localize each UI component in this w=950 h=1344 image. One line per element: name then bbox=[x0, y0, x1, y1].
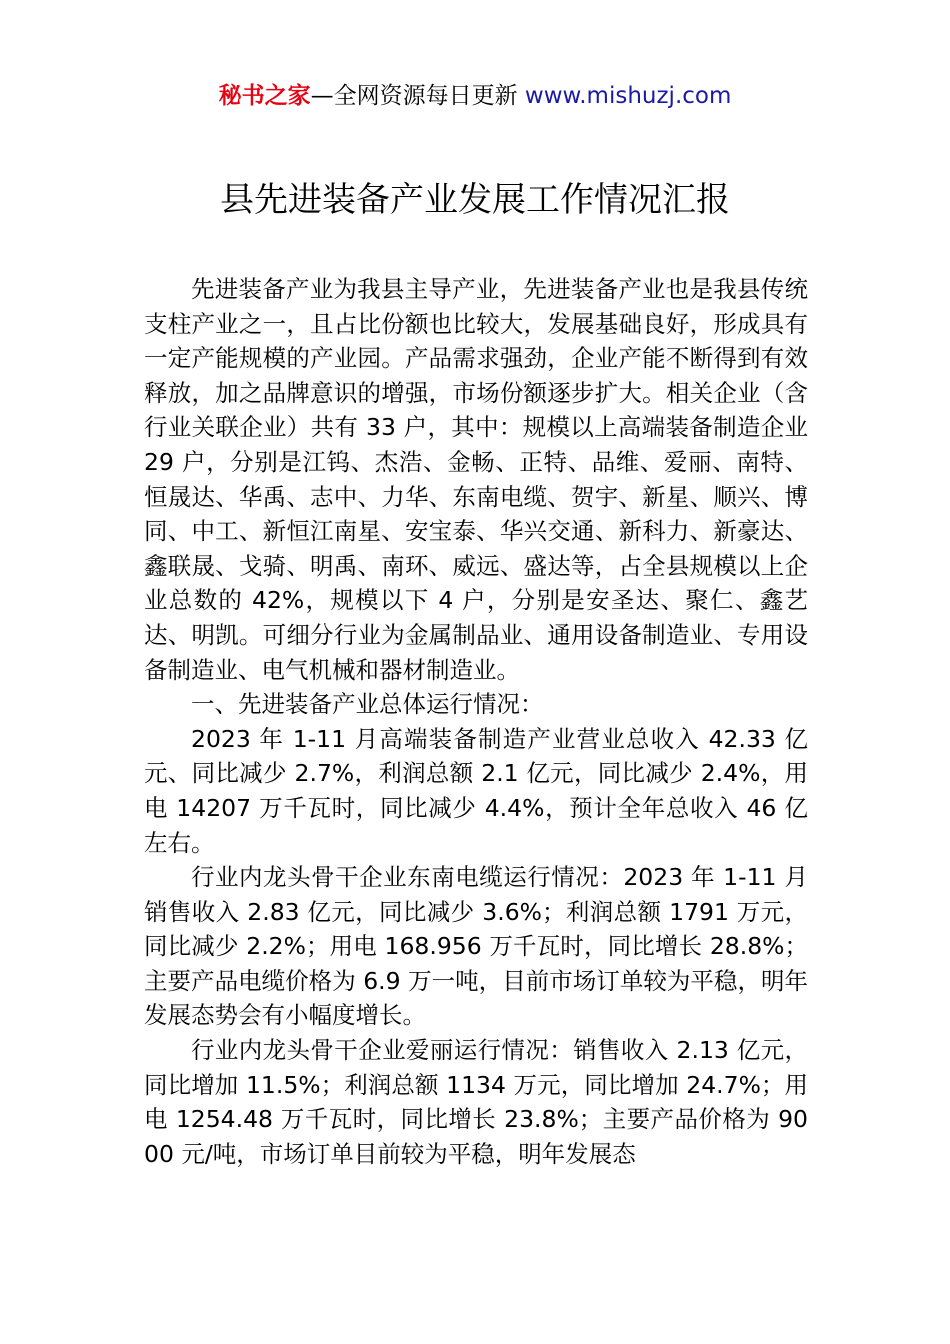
site-url-link[interactable]: www.mishuzj.com bbox=[524, 83, 732, 109]
site-header bbox=[0, 80, 950, 112]
paragraph-overview: 先进装备产业为我县主导产业，先进装备产业也是我县传统支柱产业之一，且占比份额也比较大，发展基础良好，形成具有一定产能规模的产业园。产品需求强劲，企业产能不断得到有效释放，加之品牌意识的增强，市场份额逐步扩大。相关企业（含行业关联企业）共有 33 户，其中：规模以上高端装备制造企业 29 户，分别是江钨、杰浩、金畅、正特、品维、爱丽、南特、恒晟达、华禹、志中、力华、东南电缆、贺宇、新星、顺兴、博同、中工、新恒江南星、安宝泰、华兴交通、新科力、新豪达、鑫联晟、戈骑、明禹、南环、威远、盛达等，占全县规模以上企业总数的 42%，规模以下 4 户，分别是安圣达、聚仁、鑫艺达、明凯。可细分行业为金属制品业、通用设备制造业、专用设备制造业、电气机械和器材制造业。 bbox=[144, 275, 808, 684]
paragraph-aili: 行业内龙头骨干企业爱丽运行情况：销售收入 2.13 亿元，同比增加 11.5%；利润总额 1134 万元，同比增加 24.7%；用电 1254.48 万千瓦时，同比增长 23.8%；主要产品价格为 9000 元/吨，市场订单目前较为平稳，明年发展态 bbox=[144, 1036, 808, 1168]
section-heading-1: 一、先进装备产业总体运行情况： bbox=[191, 690, 544, 719]
paragraph-dongnan-cable: 行业内龙头骨干企业东南电缆运行情况：2023 年 1-11 月销售收入 2.83 亿元，同比减少 3.6%；利润总额 1791 万元，同比减少 2.2%；用电 168.956 万千瓦时，同比增长 28.8%；主要产品电缆价格为 6.9 万一吨，目前市场订单较为平稳，明年发展态势会有小幅度增长。 bbox=[144, 863, 808, 1030]
document-body bbox=[144, 272, 808, 1171]
paragraph-industry-figures: 2023 年 1-11 月高端装备制造产业营业总收入 42.33 亿元、同比减少 2.7%，利润总额 2.1 亿元，同比减少 2.4%，用电 14207 万千瓦时，同比减少 4.4%，预计全年总收入 46 亿左右。 bbox=[144, 724, 808, 857]
document-title: 县先进装备产业发展工作情况汇报 bbox=[220, 180, 730, 220]
brand-name: 秘书之家 bbox=[218, 83, 311, 109]
header-tagline: —全网资源每日更新 bbox=[310, 83, 525, 109]
